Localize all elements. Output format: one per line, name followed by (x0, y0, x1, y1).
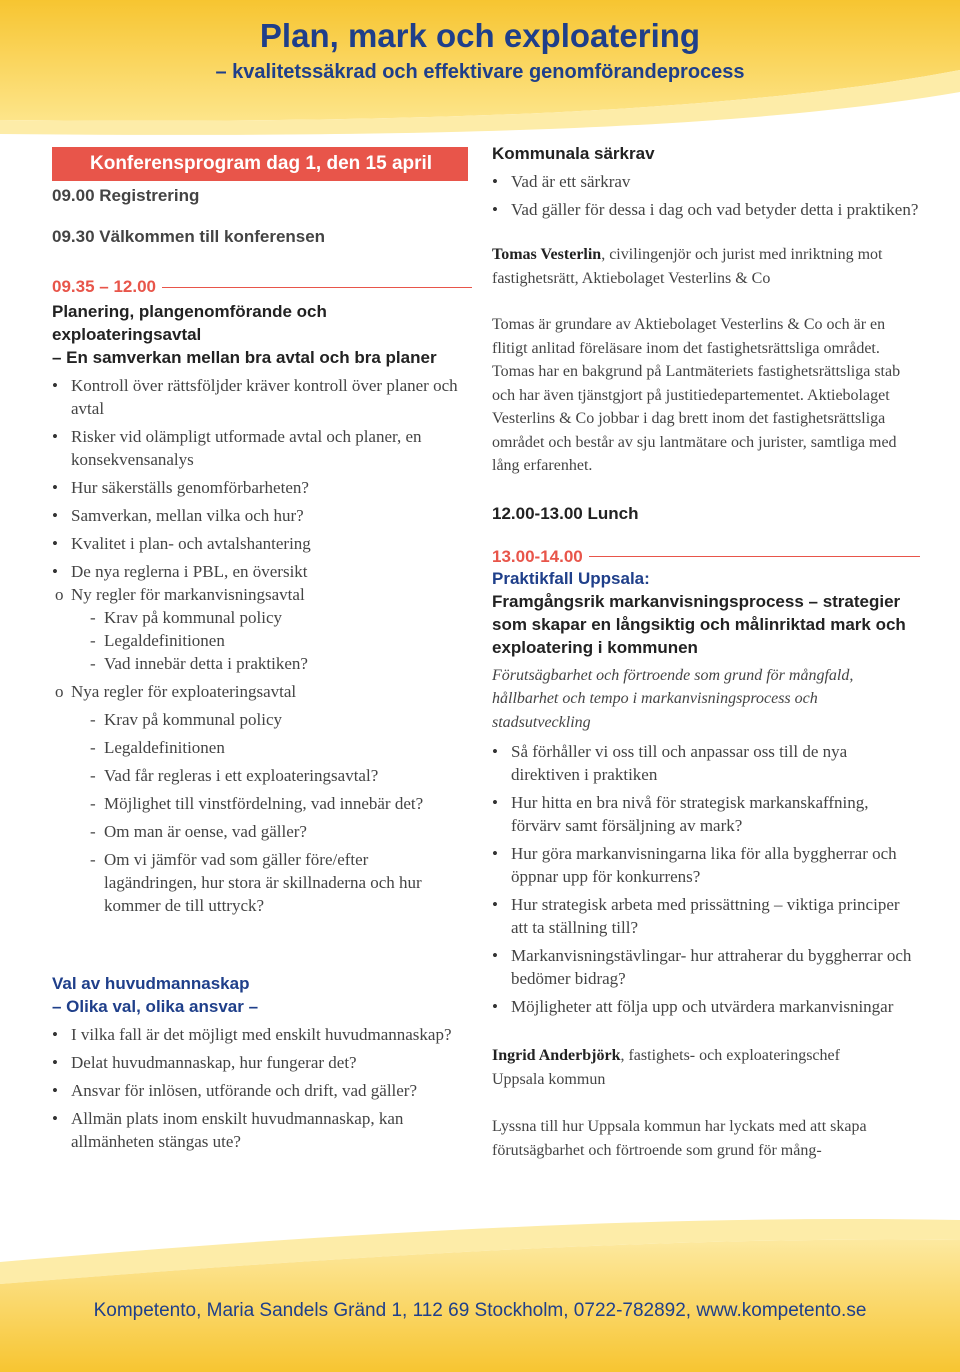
dash-marker: - (90, 738, 96, 757)
list-item: • Risker vid olämpligt utformade avtal och planer, en konsekvensanalys (52, 425, 472, 471)
list-item: • I vilka fall är det möjligt med enskilt huvudmannaskap? (52, 1023, 472, 1046)
dash-label: Möjlighet till vinstfördelning, vad innebär det? (104, 794, 424, 813)
session2-title: Val av huvudmannaskap (52, 974, 250, 993)
dash-label: Legaldefinitionen (104, 631, 225, 650)
right-column (492, 142, 920, 1162)
dash-item (52, 629, 472, 652)
list-item: • Ansvar för inlösen, utförande och drift, vad gäller? (52, 1079, 472, 1102)
session1-time: 09.35 – 12.00 (52, 277, 156, 296)
dash-marker: - (90, 766, 96, 785)
list-item: • Hur göra markanvisningarna lika för alla byggherrar och öppnar upp för konkurrens? (492, 842, 920, 888)
list-item: • Samverkan, mellan vilka och hur? (52, 504, 472, 527)
session1-bullets (52, 374, 472, 583)
footer-contact: Kompetento, Maria Sandels Gränd 1, 112 69 Stockholm, 0722-782892, www.kompetento.se (93, 1300, 867, 1321)
list-item: • Markanvisningstävlingar- hur attraherar du byggherrar och bedömer bidrag? (492, 944, 920, 990)
session1-time-row (52, 277, 472, 297)
left-column (52, 147, 472, 1153)
dash-item (52, 764, 472, 787)
dash-label: Legaldefinitionen (104, 738, 225, 757)
dash-marker: - (90, 794, 96, 813)
sub-item (52, 583, 472, 606)
schedule-item-registration (52, 186, 472, 206)
list-item: • Hur säkerställs genomförbarheten? (52, 476, 472, 499)
list-item: • De nya reglerna i PBL, en översikt (52, 560, 472, 583)
speaker2-role: , fastighets- och exploateringschef (620, 1047, 840, 1064)
session2-bullets (52, 1023, 472, 1153)
header (0, 14, 960, 86)
session3-intro: Förutsägbarhet och förtroende som grund för mångfald, hållbarhet och tempo i markanvisningsprocess och stadsutveckling (492, 666, 854, 731)
dash-item (52, 820, 472, 843)
session1-subtitle: – En samverkan mellan bra avtal och bra planer (52, 348, 437, 367)
speaker1-intro (492, 243, 920, 290)
speaker1-name: Tomas Vesterlin (492, 246, 602, 263)
speaker2-intro (492, 1044, 920, 1068)
dash-item (52, 792, 472, 815)
sarkrav-bullets (492, 170, 920, 221)
session3-label: Praktikfall Uppsala: (492, 568, 650, 588)
session3-bullets (492, 740, 920, 1018)
dash-label: Krav på kommunal policy (104, 608, 282, 627)
schedule-label: Registrering (99, 186, 200, 205)
list-item: • Hur hitta en bra nivå för strategisk markanskaffning, förvärv samt försäljning av mark? (492, 791, 920, 837)
sub-marker: o (55, 682, 64, 701)
sub-marker: o (55, 585, 64, 604)
page-title: Plan, mark och exploatering (259, 17, 701, 54)
speaker2-bio: Lyssna till hur Uppsala kommun har lyckats med att skapa förutsägbarhet och förtroende som grund för mång- (492, 1118, 867, 1159)
schedule-time: 09.30 (52, 227, 95, 246)
divider (162, 287, 472, 288)
speaker1-bio: Tomas är grundare av Aktiebolaget Vesterlins & Co och är en flitigt anlitad föreläsare inom det fastighetsrättsliga området. Tomas har en bakgrund på Lantmäteriets fastighetsrättsliga stab och har även tjänstgjort på justitiedepartementet. Aktiebolaget Vesterlins & Co jobbar i dag brett inom det fastighetsrättsliga området och består av sju lantmätare och jurister, samtliga med lång erfarenhet. (492, 316, 901, 474)
list-item: • Hur strategisk arbeta med prissättning – viktiga principer att ta ställning till? (492, 893, 920, 939)
lunch-item: 12.00-13.00 Lunch (492, 503, 639, 523)
dash-item (52, 736, 472, 759)
schedule-time: 09.00 (52, 186, 95, 205)
divider (589, 556, 920, 557)
dash-marker: - (90, 631, 96, 650)
list-item: • Så förhåller vi oss till och anpassar oss till de nya direktiven i praktiken (492, 740, 920, 786)
sub-label: Nya regler för exploateringsavtal (71, 682, 297, 701)
dash-label: Om vi jämför vad som gäller före/efter lagändringen, hur stora är skillnaderna och hur kommer de till uttryck? (104, 850, 422, 915)
sub-item (52, 680, 472, 703)
sarkrav-title: Kommunala särkrav (492, 144, 655, 163)
dash-label: Krav på kommunal policy (104, 710, 282, 729)
list-item: • Kontroll över rättsföljder kräver kontroll över planer och avtal (52, 374, 472, 420)
list-item: • Vad är ett särkrav (492, 170, 920, 193)
dash-item (52, 606, 472, 629)
schedule-label: Välkommen till konferensen (99, 227, 326, 246)
dash-item (52, 708, 472, 731)
list-item: • Möjligheter att följa upp och utvärdera markanvisningar (492, 995, 920, 1018)
speaker2-name: Ingrid Anderbjörk (492, 1047, 621, 1064)
dash-marker: - (90, 710, 96, 729)
speaker2-org: Uppsala kommun (492, 1070, 606, 1088)
session2-subtitle: – Olika val, olika ansvar – (52, 997, 259, 1016)
session3-time-row (492, 547, 920, 567)
session3-title: Framgångsrik markanvisningsprocess – strategier som skapar en långsiktig och målinriktad mark och exploatering i kommunen (492, 591, 906, 657)
page-subtitle: – kvalitetssäkrad och effektivare genomförandeprocess (215, 61, 745, 83)
session1-title: Planering, plangenomförande och exploateringsavtal (52, 302, 327, 344)
dash-label: Om man är oense, vad gäller? (104, 822, 307, 841)
dash-item (52, 848, 434, 917)
program-heading: Konferensprogram dag 1, den 15 april (52, 147, 468, 181)
speaker1-role: , civilingenjör och jurist med inriktning mot fastighetsrätt, Aktiebolaget Vesterlins & Co (492, 246, 883, 287)
session3-time: 13.00-14.00 (492, 546, 583, 566)
list-item: • Vad gäller för dessa i dag och vad betyder detta i praktiken? (492, 198, 920, 221)
list-item: • Delat huvudmannaskap, hur fungerar det? (52, 1051, 472, 1074)
list-item: • Allmän plats inom enskilt huvudmannaskap, kan allmänheten stängas ute? (52, 1107, 472, 1153)
list-item: • Kvalitet i plan- och avtalshantering (52, 532, 472, 555)
dash-marker: - (90, 822, 96, 841)
dash-marker: - (90, 608, 96, 627)
schedule-item-welcome (52, 227, 472, 247)
dash-label: Vad får regleras i ett exploateringsavtal? (104, 766, 379, 785)
dash-item (52, 652, 472, 675)
dash-marker: - (90, 850, 96, 869)
dash-label: Vad innebär detta i praktiken? (104, 654, 308, 673)
dash-marker: - (90, 654, 96, 673)
sub-label: Ny regler för markanvisningsavtal (71, 585, 305, 604)
